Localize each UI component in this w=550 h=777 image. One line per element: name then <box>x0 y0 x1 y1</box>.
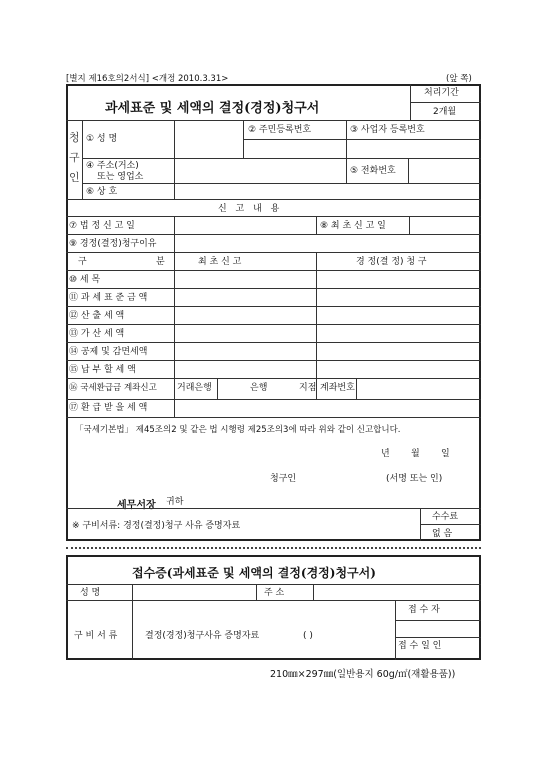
processing-period-value: 2개월 <box>433 107 457 117</box>
row-additional-tax: ⑬ 가 산 세 액 <box>69 329 125 339</box>
fee-value: 없 음 <box>432 529 453 539</box>
name-label: ① 성 명 <box>86 134 118 144</box>
first-date-label: ⑧ 최 초 신 고 일 <box>320 221 386 231</box>
row-payable-tax: ⑮ 납 부 할 세 액 <box>69 365 136 375</box>
receipt-address-label: 주 소 <box>264 588 285 598</box>
reason-label: ⑨ 경정(결정)청구이유 <box>69 239 157 249</box>
form-title: 과세표준 및 세액의 결정(경정)청구서 <box>105 101 320 116</box>
phone-label: ⑤ 전화번호 <box>350 166 396 176</box>
main-form <box>66 84 481 541</box>
claimant-side-label: 청 구 인 <box>69 131 80 184</box>
fee-label: 수수료 <box>432 512 459 522</box>
page-side-label: (앞 쪽) <box>446 74 472 84</box>
address-label: ④ 주소(거소) <box>86 161 139 171</box>
receipt-date-label: 접 수 일 인 <box>398 641 442 651</box>
recipient-suffix: 귀하 <box>166 497 184 507</box>
form-reference: [별지 제16호의2서식] <개정 2010.3.31> <box>66 74 229 84</box>
receipt-docs-paren: ( ) <box>303 631 313 641</box>
row-deduction: ⑭ 공제 및 감면세액 <box>69 347 148 357</box>
col-label-gu: 구 <box>78 257 87 267</box>
date-day: 일 <box>441 449 450 459</box>
trade-name-label: ⑥ 상 호 <box>86 187 118 197</box>
report-content-heading: 신 고 내 용 <box>218 204 283 214</box>
cut-line <box>66 547 481 549</box>
statutory-date-label: ⑦ 법 정 신 고 일 <box>69 221 135 231</box>
recipient-office: 세무서장 <box>117 500 156 511</box>
branch-unit: 지점 <box>299 383 317 393</box>
declaration-text: 「국세기본법」 제45조의2 및 같은 법 시행령 제25조의3에 따라 위와 같이 신고합니다. <box>75 425 401 435</box>
resident-number-label: ② 주민등록번호 <box>248 125 312 135</box>
bank-label: 거래은행 <box>177 383 212 393</box>
date-year: 년 <box>381 449 390 459</box>
row-tax-item: ⑩ 세 목 <box>69 275 101 285</box>
receipt-docs-value: 결정(경정)청구사유 증명자료 <box>145 631 260 641</box>
row-tax-base: ⑪ 과 세 표 준 금 액 <box>69 293 148 303</box>
receipt-title: 접수증(과세표준 및 세액의 결정(경정)청구서) <box>132 566 376 580</box>
receipt-docs-label: 구 비 서 류 <box>74 631 118 641</box>
refund-amount-label: ⑰ 환 급 받 을 세 액 <box>69 403 148 413</box>
attachments-note: ※ 구비서류: 경정(결정)청구 사유 증명자료 <box>72 521 241 531</box>
signature-label: (서명 또는 인) <box>386 474 443 484</box>
receipt-name-label: 성 명 <box>80 588 101 598</box>
bank-unit: 은행 <box>250 383 268 393</box>
paper-spec: 210㎜×297㎜(일반용지 60g/㎡(재활용품)) <box>270 669 456 680</box>
row-calculated-tax: ⑫ 산 출 세 액 <box>69 311 125 321</box>
receiver-label: 접 수 자 <box>408 605 440 615</box>
address-label-2: 또는 영업소 <box>97 172 144 182</box>
processing-period-label: 처리기간 <box>424 88 459 98</box>
signer-label: 청구인 <box>270 474 297 484</box>
account-number-label: 계좌번호 <box>320 383 355 393</box>
col-label-bun: 분 <box>156 257 165 267</box>
refund-account-label: ⑯ 국세환급금 계좌신고 <box>69 383 157 393</box>
col-claim: 경 정(결 정) 청 구 <box>356 257 427 267</box>
date-month: 월 <box>411 449 420 459</box>
col-first-report: 최 초 신 고 <box>198 257 242 267</box>
business-number-label: ③ 사업자 등록번호 <box>350 125 425 135</box>
